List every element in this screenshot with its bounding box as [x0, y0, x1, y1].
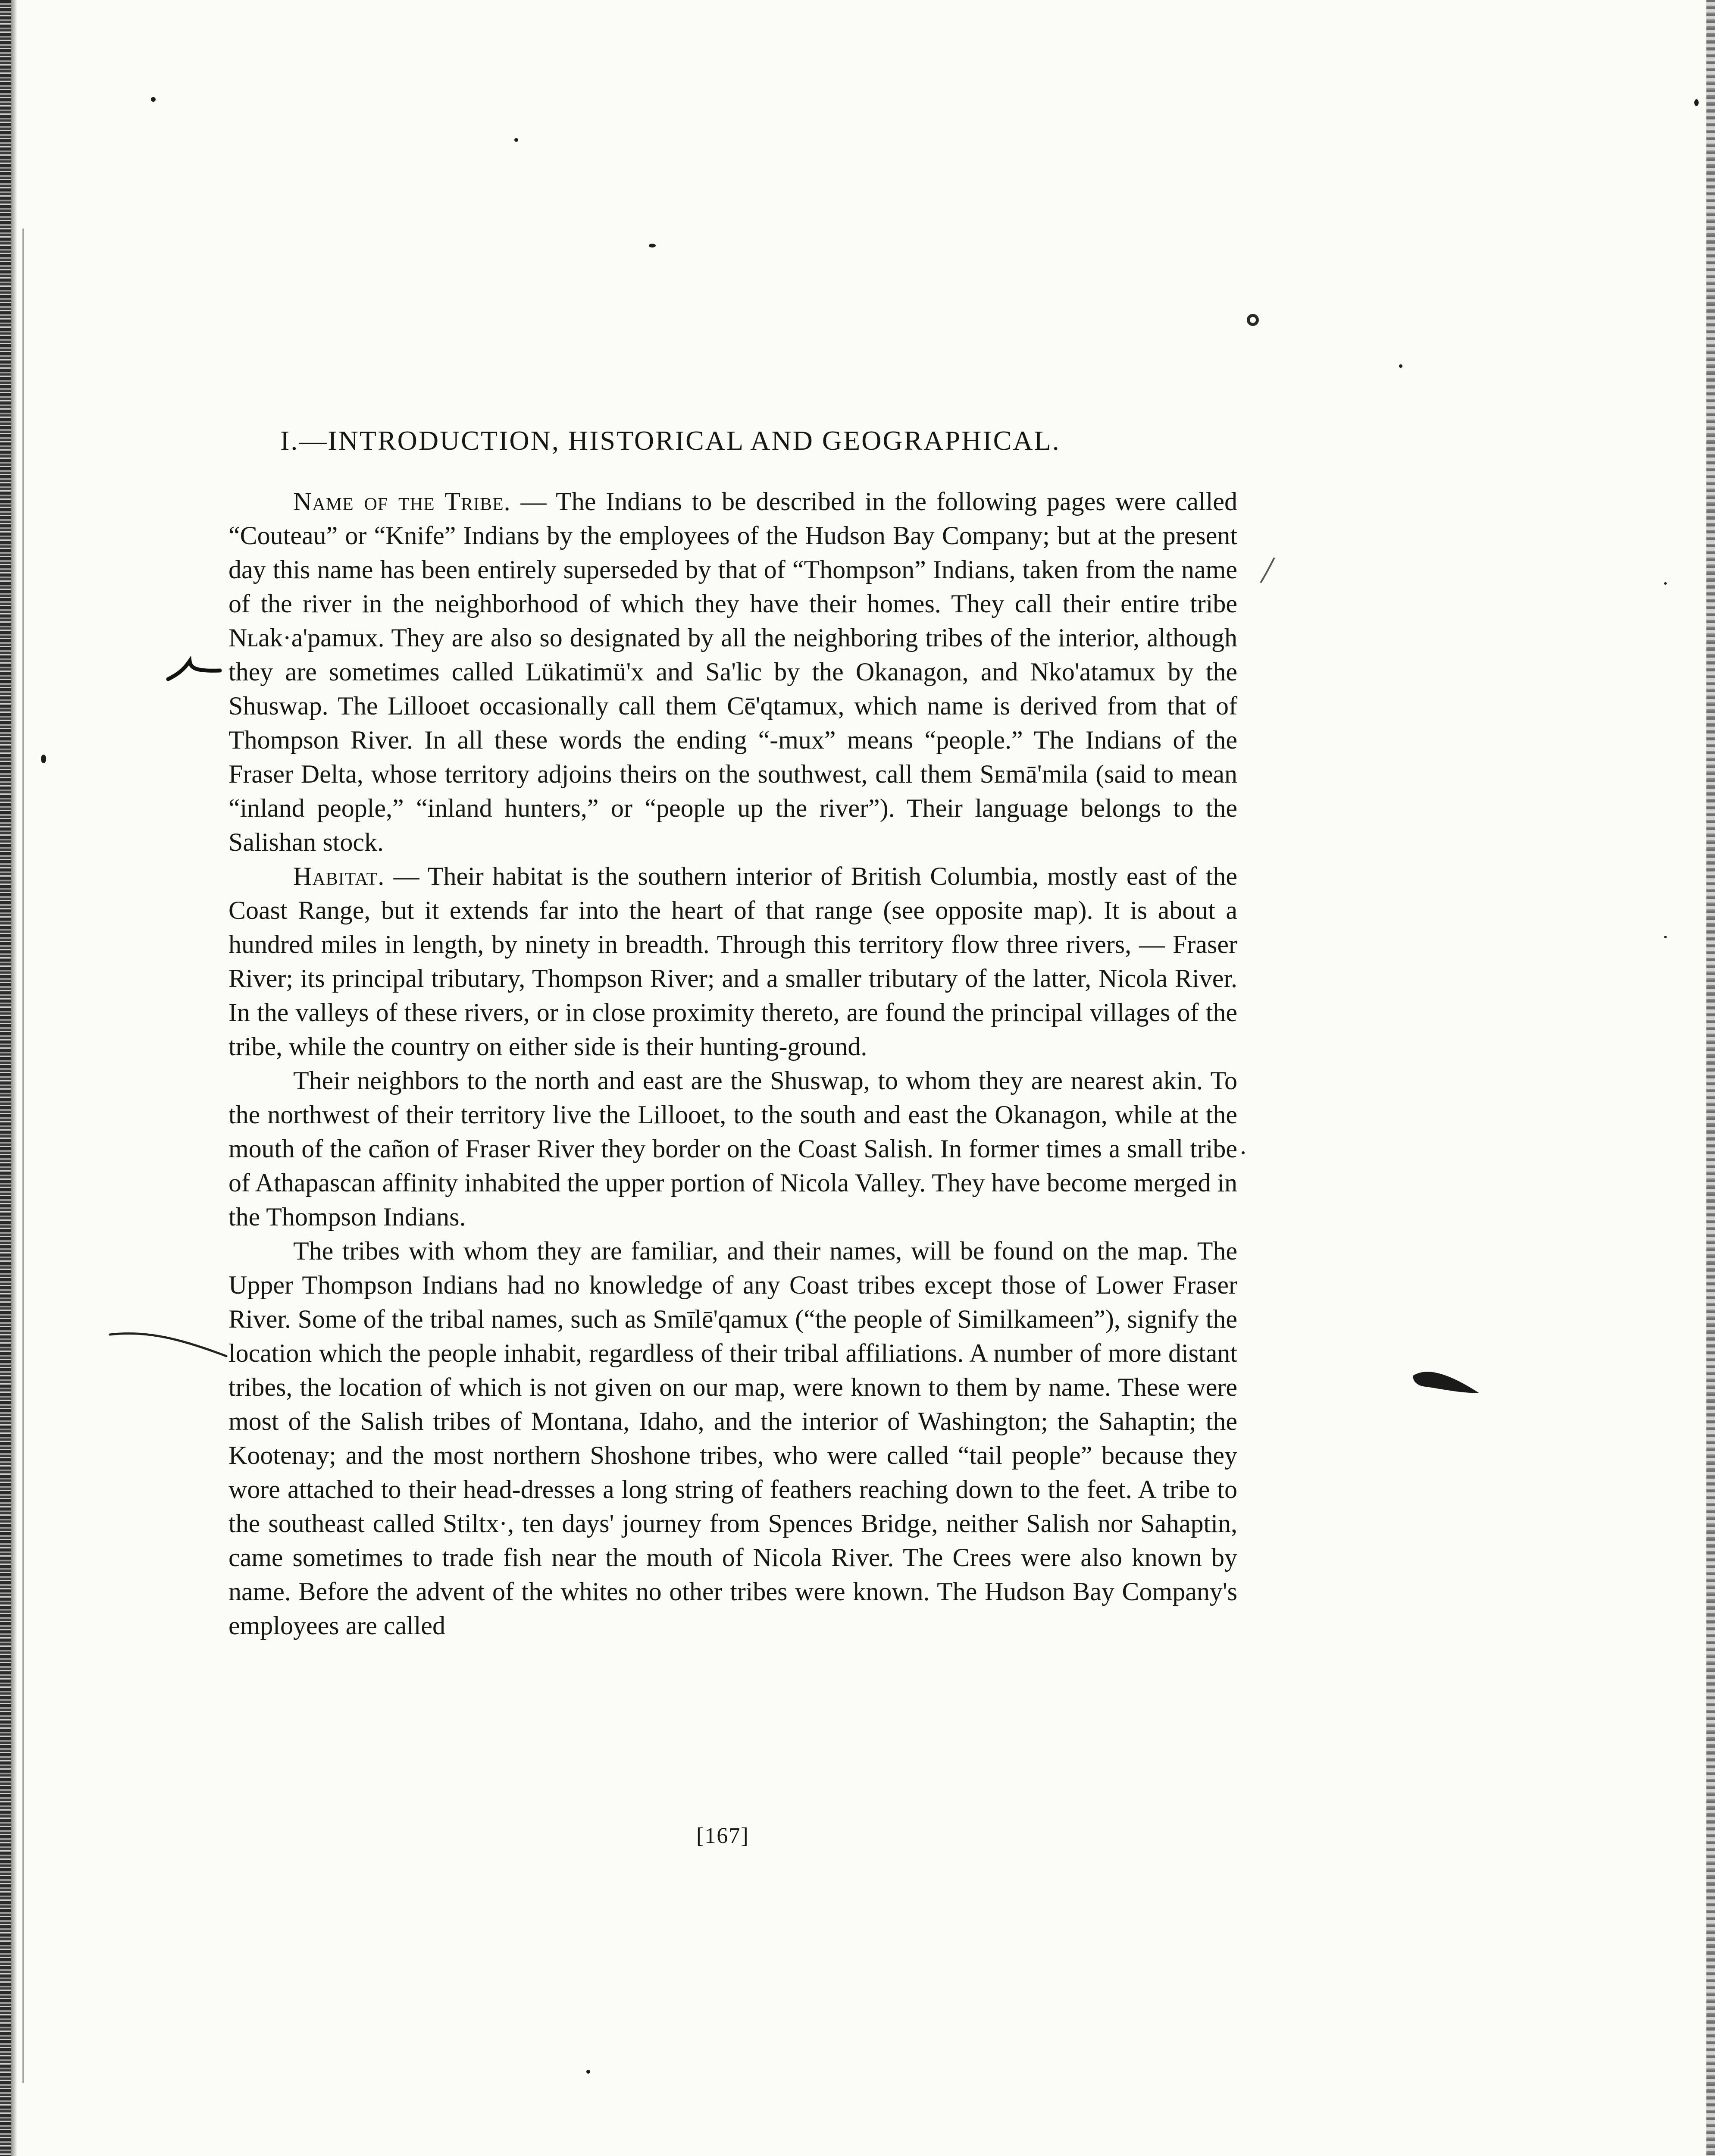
paragraph-body: Their neighbors to the north and east are the Shuswap, to whom they are nearest akin. To the northwest of their territory live the Lillooet, to the south and east the Okanagon, while at the mouth of the cañon of Fraser River they border on the Coast Salish. In former times a small tribe of Athapascan affinity inhabited the upper portion of Nicola Valley. They have become merged in the Thompson Indians.	[228, 1066, 1237, 1231]
dust-speck	[151, 97, 156, 102]
pencil-stroke-mark	[1257, 556, 1278, 586]
text-page	[228, 427, 1237, 1643]
dust-speck	[586, 2070, 590, 2074]
dust-speck	[514, 138, 518, 142]
paragraph-body: — The Indians to be described in the following pages were called “Couteau” or “Knife” Indians by the employees of the Hudson Bay Company; but at the present day this name has been entirely superseded by that of “Thompson” Indians, taken from the name of the river in the neighborhood of which they have their homes. They call their entire tribe Nʟak·a'pamux. They are also so designated by all the neighboring tribes of the interior, although they are sometimes called Lükatimü'x and Sa'lic by the Okanagon, and Nko'atamux by the Shuswap. The Lillooet occasionally call them Cē'qtamux, which name is derived from that of Thompson River. In all these words the ending “-mux” means “people.” The Indians of the Fraser Delta, whose territory adjoins theirs on the southwest, call them Sᴇmā'mila (said to mean “inland people,” “inland hunters,” or “people up the river”). Their language belongs to the Salishan stock.	[228, 487, 1237, 856]
paragraph-tribes	[228, 1234, 1237, 1643]
dust-speck	[1664, 582, 1667, 585]
dust-speck	[1694, 99, 1699, 106]
paragraph-name-of-tribe	[228, 485, 1237, 859]
right-page-edge	[1706, 0, 1715, 2156]
pencil-stroke-mark	[108, 1322, 228, 1360]
paragraph-body: — Their habitat is the southern interior of British Columbia, mostly east of the Coast Range, but it extends far into the heart of that range (see opposite map). It is about a hundred miles in length, by ninety in breadth. Through this territory flow three rivers, — Fraser River; its principal tributary, Thompson River; and a smaller tributary of the latter, Nicola River. In the valleys of these rivers, or in close proximity thereto, are found the principal villages of the tribe, while the country on either side is their hunting-ground.	[228, 862, 1237, 1061]
run-in-heading: Name of the Tribe.	[293, 487, 511, 516]
binding-edge	[0, 0, 11, 2156]
binding-shadow	[11, 0, 17, 2156]
chapter-heading: I.—INTRODUCTION, HISTORICAL AND GEOGRAPHICAL.	[280, 425, 1061, 456]
dust-speck	[1399, 364, 1402, 368]
dust-speck	[1664, 936, 1667, 938]
ink-ring	[1247, 314, 1259, 326]
dust-speck	[1242, 1151, 1245, 1154]
scan-border-line	[22, 229, 24, 2083]
dust-speck	[649, 244, 656, 248]
page-number: [167]	[696, 1824, 749, 1848]
pencil-check-mark	[164, 653, 224, 688]
paragraph-habitat	[228, 859, 1237, 1064]
ink-blot-mark	[1410, 1363, 1483, 1401]
run-in-heading: Habitat.	[293, 862, 385, 890]
paragraph-neighbors	[228, 1064, 1237, 1234]
paragraph-body: The tribes with whom they are familiar, and their names, will be found on the map. The Upper Thompson Indians had no knowledge of any Coast tribes except those of Lower Fraser River. Some of the tribal names, such as Smīlē'qamux (“the people of Similkameen”), signify the location which the people inhabit, regardless of their tribal affiliations. A number of more distant tribes, the location of which is not given on our map, were known to them by name. These were most of the Salish tribes of Montana, Idaho, and the interior of Washington; the Sahaptin; the Kootenay; and the most northern Shoshone tribes, who were called “tail people” because they wore attached to their head-dresses a long string of feathers reaching down to the feet. A tribe to the southeast called Stiltx·, ten days' journey from Spences Bridge, neither Salish nor Sahaptin, came sometimes to trade fish near the mouth of Nicola River. The Crees were also known by name. Before the advent of the whites no other tribes were known. The Hudson Bay Company's employees are called	[228, 1237, 1237, 1640]
dust-speck	[41, 755, 46, 763]
